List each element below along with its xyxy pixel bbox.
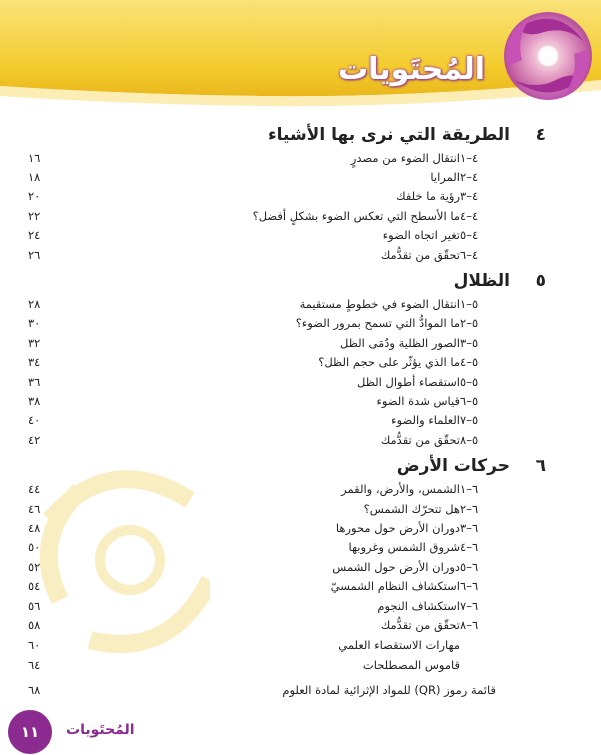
entry-number: ٦–٧ (460, 598, 479, 613)
entry-number: ٥–٣ (460, 335, 479, 350)
toc-entry[interactable] (28, 557, 546, 576)
toc-entry[interactable] (28, 294, 546, 313)
entry-label: تحقّق من تقدُّمك (380, 432, 460, 447)
toc-entry[interactable] (28, 615, 546, 634)
swirl-logo-icon (504, 12, 592, 100)
toc-entry[interactable] (28, 430, 546, 449)
entry-page: ٢٢ (28, 208, 41, 223)
entry-label: استكشاف النجوم (377, 598, 460, 613)
entry-page: ٢٤ (28, 228, 41, 243)
entry-number: ٥–٨ (460, 432, 479, 447)
entry-label: ما الموادُّ التي تسمح بمرور الضوء؟ (295, 316, 460, 331)
qr-codes-entry[interactable] (28, 679, 546, 701)
entry-label: ما الأسطح التي تعكس الضوء بشكلٍ أفضل؟ (252, 208, 460, 223)
toc-entry[interactable] (28, 499, 546, 518)
entry-page: ٣٤ (28, 355, 41, 370)
header-banner (0, 0, 601, 112)
entry-page: ٥٤ (28, 579, 41, 594)
entry-page: ٤٤ (28, 482, 41, 497)
toc-entry[interactable] (28, 226, 546, 245)
entry-label: رؤية ما خلفك (396, 189, 460, 204)
entry-number: ٤–١ (460, 150, 479, 165)
toc-entry[interactable] (28, 187, 546, 206)
entry-label: المرايا (430, 170, 460, 185)
toc-entry[interactable] (28, 411, 546, 430)
appendix-entry[interactable] (28, 655, 546, 675)
toc-entry[interactable] (28, 596, 546, 615)
entry-page: ٤٠ (28, 413, 41, 428)
entry-page: ٥٠ (28, 540, 41, 555)
toc-entry[interactable] (28, 245, 546, 264)
entry-label: تغير اتجاه الضوء (382, 228, 460, 243)
toc-entry[interactable] (28, 148, 546, 167)
entry-page: ٢٠ (28, 189, 41, 204)
appendix-page: ٦٤ (28, 657, 41, 672)
entry-number: ٦–٣ (460, 520, 479, 535)
page-number-badge: ١١ (8, 710, 52, 754)
toc-entry[interactable] (28, 206, 546, 225)
entry-number: ٤–٣ (460, 189, 479, 204)
entry-page: ٢٨ (28, 297, 41, 312)
chapter-title: الظلال (453, 271, 510, 292)
appendix-entry[interactable] (28, 635, 546, 655)
toc-entry[interactable] (28, 353, 546, 372)
entry-number: ٥–٥ (460, 374, 479, 389)
toc-entry[interactable] (28, 372, 546, 391)
entry-number: ٥–٤ (460, 355, 479, 370)
entry-page: ٤٢ (28, 432, 41, 447)
table-of-contents (28, 118, 546, 701)
entry-page: ٥٦ (28, 598, 41, 613)
entry-page: ٥٢ (28, 559, 41, 574)
entry-label: قياس شدة الضوء (376, 393, 460, 408)
toc-entry[interactable] (28, 538, 546, 557)
entry-number: ٦–٢ (460, 501, 479, 516)
entry-label: الصور الظلية ودُمَى الظل (340, 335, 460, 350)
qr-page: ٦٨ (28, 682, 41, 697)
entry-number: ٦–٤ (460, 540, 479, 555)
entry-label: دوران الأرض حول الشمس (332, 559, 460, 574)
entry-number: ٥–٦ (460, 393, 479, 408)
entry-label: انتقال الضوء في خطوطٍ مستقيمة (299, 297, 460, 312)
entry-page: ٥٨ (28, 617, 41, 632)
entry-page: ٤٨ (28, 520, 41, 535)
entry-page: ٣٠ (28, 316, 41, 331)
entry-page: ٣٨ (28, 393, 41, 408)
entry-label: استقصاء أطوال الظل (357, 374, 460, 389)
appendix-label: قاموس المصطلحات (362, 657, 460, 672)
entry-page: ٢٦ (28, 247, 41, 262)
entry-number: ٦–٥ (460, 559, 479, 574)
entry-label: ما الذي يؤثّر على حجم الظل؟ (318, 355, 460, 370)
entry-page: ٤٦ (28, 501, 41, 516)
chapter-number: ٤ (535, 125, 546, 145)
chapter-heading[interactable] (28, 122, 546, 148)
qr-label: قائمة رموز (QR) للمواد الإثرائية لمادة العلوم (282, 682, 496, 697)
entry-label: هل تتحرّك الشمس؟ (363, 501, 460, 516)
entry-label: الشمس، والأرض، والقمر (341, 482, 460, 497)
banner-graphic (0, 0, 601, 112)
chapter-title: حركات الأرض (396, 456, 510, 477)
entry-number: ٦–٨ (460, 617, 479, 632)
entry-page: ٣٦ (28, 374, 41, 389)
entry-label: تحقّق من تقدُّمك (380, 617, 460, 632)
chapter-number: ٥ (535, 271, 546, 292)
chapter-number: ٦ (535, 456, 546, 477)
toc-entry[interactable] (28, 576, 546, 595)
entry-label: شروق الشمس وغروبها (348, 540, 460, 555)
appendix-label: مهارات الاستقصاء العلمي (338, 637, 460, 652)
entry-page: ١٦ (28, 150, 41, 165)
entry-label: انتقال الضوء من مصدرٍ (350, 150, 460, 165)
entry-page: ٣٢ (28, 335, 41, 350)
entry-label: تحقّق من تقدُّمك (380, 247, 460, 262)
entry-number: ٦–٦ (460, 579, 479, 594)
toc-entry[interactable] (28, 314, 546, 333)
entry-label: العلماء والضوء (391, 413, 460, 428)
entry-number: ٤–٢ (460, 170, 479, 185)
chapter-heading[interactable] (28, 453, 546, 479)
footer-section-title: المُحتَويات (66, 722, 135, 738)
toc-entry[interactable] (28, 479, 546, 498)
toc-entry[interactable] (28, 391, 546, 410)
entry-number: ٤–٥ (460, 228, 479, 243)
entry-number: ٤–٦ (460, 247, 479, 262)
toc-entry[interactable] (28, 333, 546, 352)
toc-entry[interactable] (28, 518, 546, 537)
entry-number: ٦–١ (460, 482, 479, 497)
chapter-heading[interactable] (28, 268, 546, 294)
entry-number: ٥–٢ (460, 316, 479, 331)
entry-label: استكشاف النظام الشمسيّ (330, 579, 460, 594)
entry-number: ٥–٧ (460, 413, 479, 428)
appendix-page: ٦٠ (28, 637, 41, 652)
page-title: المُحتَويات (337, 52, 485, 87)
entry-label: دوران الأرض حول محورها (335, 520, 460, 535)
entry-number: ٤–٤ (460, 208, 479, 223)
chapter-title: الطريقة التي نرى بها الأشياء (267, 125, 510, 145)
entry-number: ٥–١ (460, 297, 479, 312)
toc-entry[interactable] (28, 167, 546, 186)
entry-page: ١٨ (28, 170, 41, 185)
